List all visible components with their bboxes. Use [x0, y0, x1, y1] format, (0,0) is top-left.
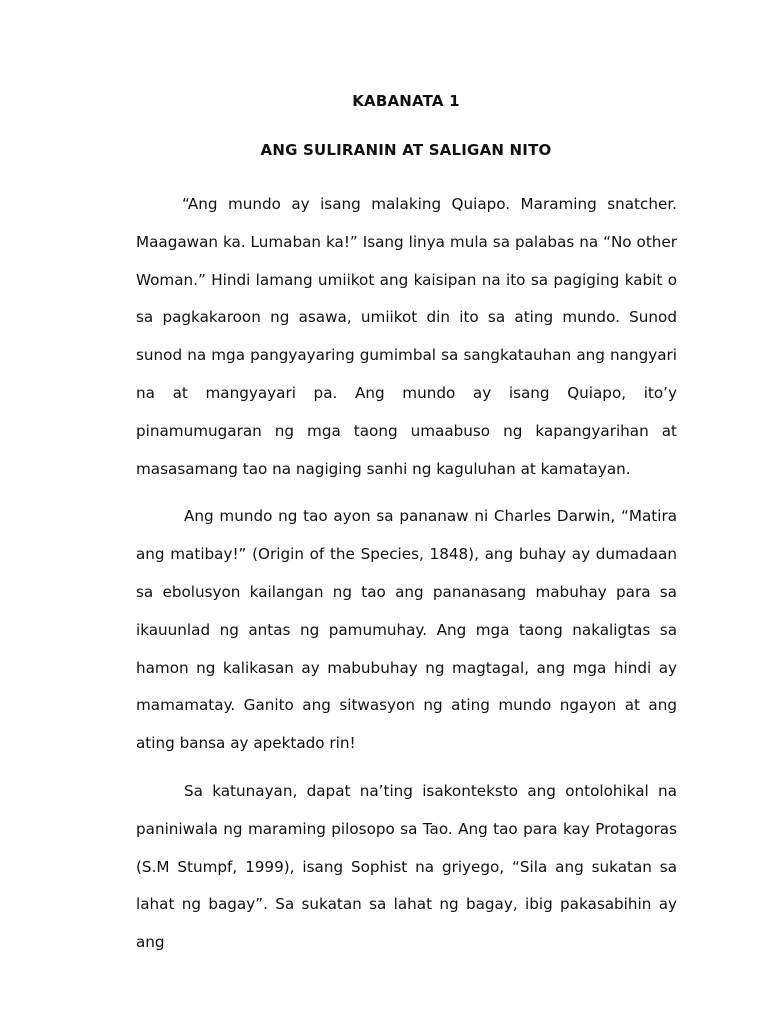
paragraph-1: “Ang mundo ay isang malaking Quiapo. Maraming snatcher. Maagawan ka. Lumaban ka!” Isang linya mula sa palabas na “No other Woman.” Hindi lamang umiikot ang kaisipan na ito sa pagiging kabit o sa pagkakaroon ng asawa, umiikot din ito sa ating mundo. Sunod sunod na mga pangyayaring gumimbal sa sangkatauhan ang nangyari na at mangyayari pa. Ang mundo ay isang Quiapo, ito’y pinamumugaran ng mga taong umaabuso ng kapangyarihan at masasamang tao na nagiging sanhi ng kaguluhan at kamatayan.	[136, 195, 677, 478]
chapter-label: KABANATA 1	[352, 92, 460, 110]
body-text	[136, 186, 677, 972]
paragraph-2: Ang mundo ng tao ayon sa pananaw ni Charles Darwin, “Matira ang matibay!” (Origin of the Species, 1848), ang buhay ay dumadaan sa ebolusyon kailangan ng tao ang pananasang mabuhay para sa ikauunlad ng antas ng pamumuhay. Ang mga taong nakaligtas sa hamon ng kalikasan ay mabubuhay ng magtagal, ang mga hindi ay mamamatay. Ganito ang sitwasyon ng ating mundo ngayon at ang ating bansa ay apektado rin!	[136, 507, 677, 753]
paragraph-3: Sa katunayan, dapat na’ting isakonteksto ang ontolohikal na paniniwala ng maraming pilosopo sa Tao. Ang tao para kay Protagoras (S.M Stumpf, 1999), isang Sophist na griyego, “Sila ang sukatan sa lahat ng bagay”. Sa sukatan sa lahat ng bagay, ibig pakasabihin ay ang	[136, 781, 677, 952]
chapter-title: ANG SULIRANIN AT SALIGAN NITO	[260, 141, 552, 159]
